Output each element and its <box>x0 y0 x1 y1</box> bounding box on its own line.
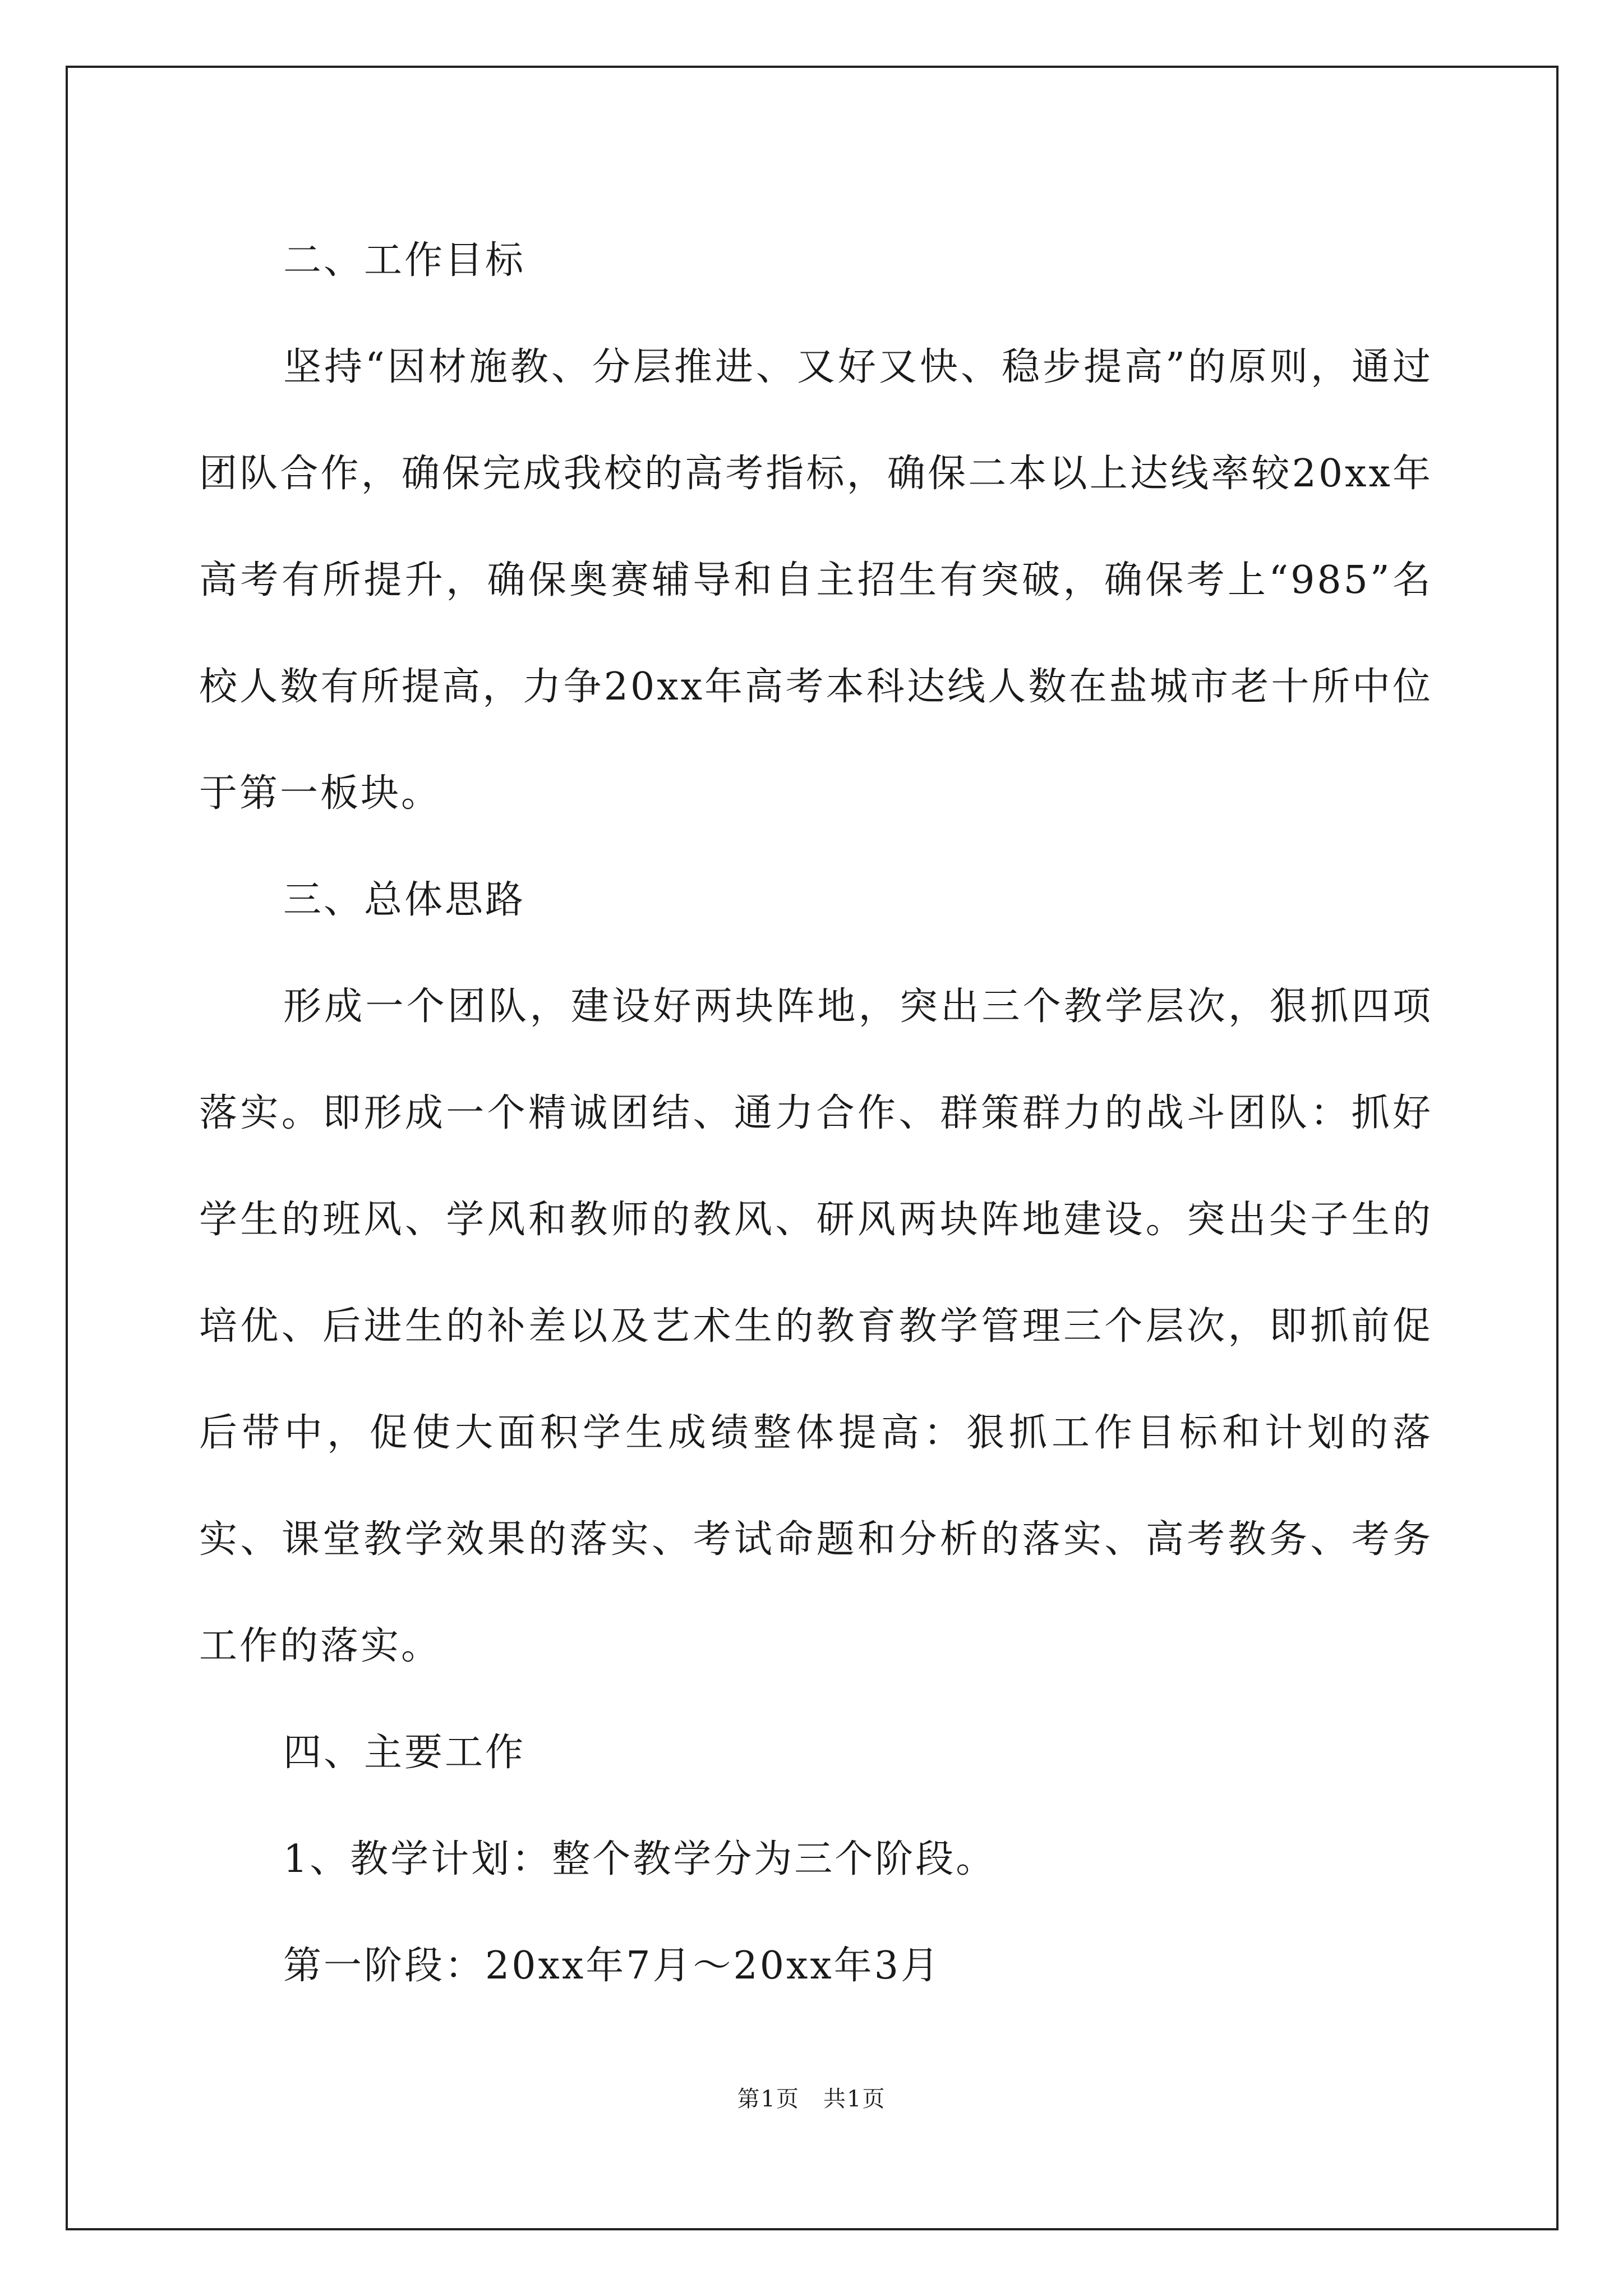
section-heading-approach: 三、总体思路 <box>283 878 526 922</box>
teaching-plan-item: 1、教学计划：整个教学分为三个阶段。 <box>283 1837 997 1881</box>
phase-one-line: 第一阶段：20xx年7月～20xx年3月 <box>283 1944 941 1988</box>
section-heading-main-work: 四、主要工作 <box>283 1731 526 1775</box>
document-body <box>199 208 1433 2019</box>
page-number-footer: 第1页 共1页 <box>737 2086 886 2112</box>
section-heading-goals: 二、工作目标 <box>283 238 526 283</box>
goals-paragraph: 坚持“因材施教、分层推进、又好又快、稳步提高”的原则，通过团队合作，确保完成我校的高考指标，确保二本以上达线率较20xx年高考有所提升，确保奥赛辅导和自主招生有突破，确保考上“985”名校人数有所提高，力争20xx年高考本科达线人数在盐城市老十所中位于第一板块。 <box>199 345 1433 816</box>
approach-paragraph: 形成一个团队，建设好两块阵地，突出三个教学层次，狠抓四项落实。即形成一个精诚团结、通力合作、群策群力的战斗团队：抓好学生的班风、学风和教师的教风、研风两块阵地建设。突出尖子生的培优、后进生的补差以及艺术生的教育教学管理三个层次，即抓前促后带中，促使大面积学生成绩整体提高：狠抓工作目标和计划的落实、课堂教学效果的落实、考试命题和分析的落实、高考教务、考务工作的落实。 <box>199 984 1433 1668</box>
